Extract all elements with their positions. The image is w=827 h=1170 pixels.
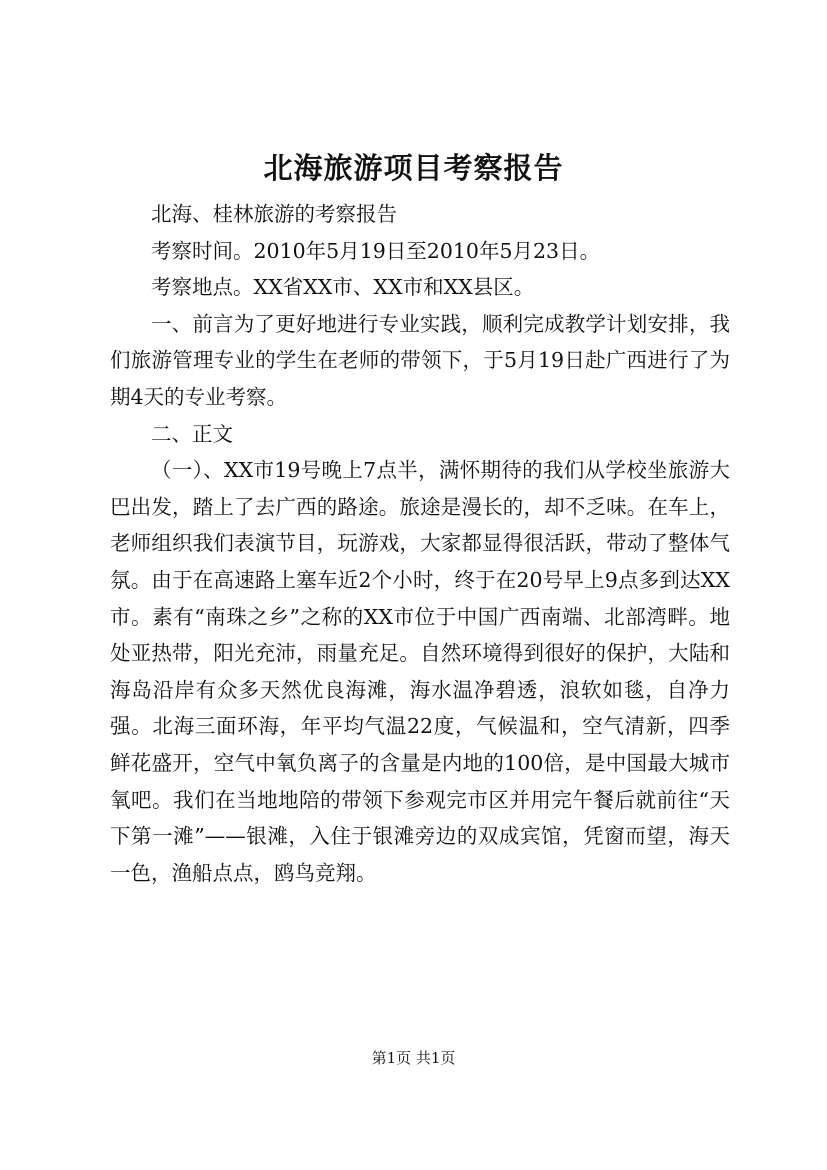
document-body (110, 196, 730, 891)
paragraph-subtitle: 北海、桂林旅游的考察报告 (151, 202, 397, 226)
paragraph-section-heading: 二、正文 (151, 421, 233, 446)
paragraph-preface: 一、前言为了更好地进行专业实践，顺利完成教学计划安排，我们旅游管理专业的学生在老师的带领下，于5月19日赴广西进行了为期4天的专业考察。 (110, 311, 730, 409)
page-footer: 第1页 共1页 (371, 1049, 456, 1067)
paragraph-time: 考察时间。2010年5月19日至2010年5月23日。 (151, 238, 601, 263)
paragraph-main-text: （一）、XX市19号晚上7点半，满怀期待的我们从学校坐旅游大巴出发，踏上了去广西的路途。旅途是漫长的，却不乏味。在车上，老师组织我们表演节目，玩游戏，大家都显得很活跃，带动了整体气氛。由于在高速路上塞车近2个小时，终于在20号早上9点多到达XX市。素有“南珠之乡”之称的XX市位于中国广西南端、北部湾畔。地处亚热带，阳光充沛，雨量充足。自然环境得到很好的保护，大陆和海岛沿岸有众多天然优良海滩，海水温净碧透，浪软如毯，自净力强。北海三面环海，年平均气温22度，气候温和，空气清新，四季鲜花盛开，空气中氧负离子的含量是内地的100倍，是中国最大城市氧吧。我们在当地地陪的带领下参观完市区并用完午餐后就前往“天下第一滩”——银滩，入住于银滩旁边的双成宾馆，凭窗而望，海天一色，渔船点点，鸥鸟竞翔。 (110, 458, 730, 885)
document-title: 北海旅游项目考察报告 (263, 151, 564, 185)
paragraph-location: 考察地点。XX省XX市、XX市和XX县区。 (151, 275, 535, 300)
